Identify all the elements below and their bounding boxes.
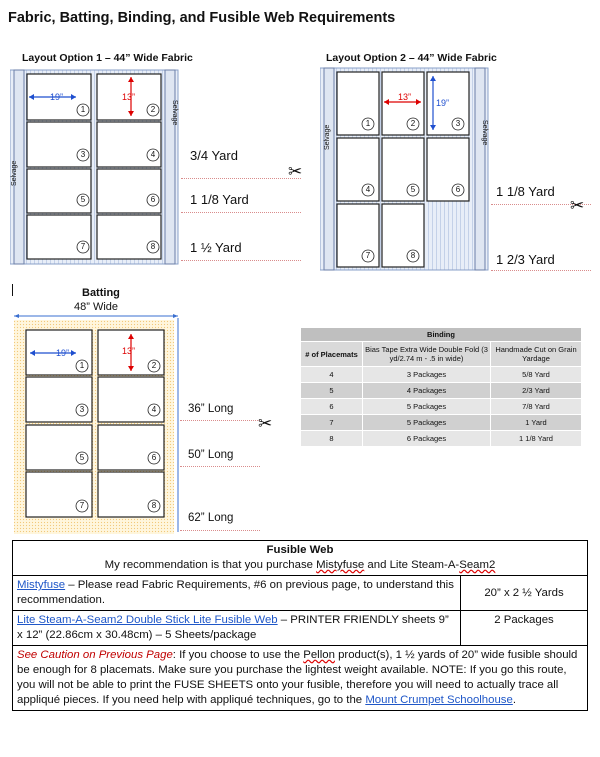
binding-header-bias: Bias Tape Extra Wide Double Fold (3 yd/2.74 m - .5 in wide) <box>363 342 491 367</box>
layout1-width-dim: 19” <box>50 92 64 102</box>
fusible-web-section <box>12 540 588 711</box>
layout1-placemat-number-4: 4 <box>150 150 156 159</box>
table-row: 4 3 Packages 5/8 Yard <box>301 367 582 383</box>
batting-cut-line-1 <box>180 420 260 421</box>
layout2-selvage-right: Selvage <box>481 120 488 146</box>
batting-width: 48” Wide <box>74 301 119 313</box>
binding-table-wrapper <box>300 327 582 447</box>
page-title: Fabric, Batting, Binding, and Fusible Web Requirements <box>8 10 396 26</box>
layout2-placemat-number-5: 5 <box>410 185 416 194</box>
layout1-placemat-number-8: 8 <box>150 242 156 251</box>
table-row: 5 4 Packages 2/3 Yard <box>301 383 582 399</box>
fusible-web-title: Fusible Web <box>266 544 334 556</box>
scissors-icon: ✂ <box>288 162 303 181</box>
batting-cut-line-3 <box>180 530 260 531</box>
layout1-selvage-right: Selvage <box>171 100 178 126</box>
layout1-yard-3: 1 ½ Yard <box>190 240 242 255</box>
scissors-icon: ✂ <box>570 196 585 215</box>
layout1-height-dim: 13” <box>122 92 136 102</box>
batting-length-1: 36” Long <box>188 403 234 415</box>
layout2-title: Layout Option 2 – 44” Wide Fabric <box>326 52 497 64</box>
table-row: 6 5 Packages 7/8 Yard <box>301 399 582 415</box>
layout1-title: Layout Option 1 – 44” Wide Fabric <box>22 52 193 64</box>
layout2-selvage-left: Selvage <box>324 124 331 150</box>
layout2-placemat-number-3: 3 <box>455 119 461 128</box>
layout2-placemat-number-7: 7 <box>365 251 371 260</box>
batting-width-dim: 19” <box>56 348 70 358</box>
batting-placemat-number-5: 5 <box>79 453 85 462</box>
batting-placemat-number-2: 2 <box>151 361 157 370</box>
layout1-placemat-number-5: 5 <box>80 195 86 204</box>
batting-length-2: 50” Long <box>188 449 234 461</box>
batting-placemat-number-7: 7 <box>79 501 85 510</box>
text-cursor <box>12 284 13 296</box>
layout2-height-dim: 19” <box>436 98 450 108</box>
fusible-web-subtitle: My recommendation is that you purchase Mistyfuse and Lite Steam-A-Seam2 <box>104 559 496 571</box>
batting-placemat-number-4: 4 <box>151 405 157 414</box>
layout2-placemat-number-1: 1 <box>365 119 371 128</box>
layout1-cut-line-3 <box>181 260 301 261</box>
batting-height-dim: 13” <box>122 346 136 356</box>
table-row: Mistyfuse – Please read Fabric Requirements, #6 on previous page, to understand this recommendation. 20” x 2 ½ Yards <box>13 576 588 611</box>
fusible-web-table <box>12 540 588 711</box>
layout2-width-dim: 13” <box>398 92 412 102</box>
caution-note: See Caution on Previous Page: If you choose to use the Pellon product(s), 1 ½ yards of 20” wide fusible should be enough for 8 placemats. Make sure you purchase the lightest weight available. NOTE: If you go this route, you will not be able to print the FUSE SHEETS onto your fusible, therefore you will need to actually trace all appliqué pieces. If you need help with appliqué techniques, go to the Mount Crumpet Schoolhouse. <box>13 646 588 711</box>
layout1-diagram <box>10 66 180 266</box>
scissors-icon: ✂ <box>258 414 273 433</box>
layout2-yard-1: 1 1/8 Yard <box>496 184 555 199</box>
layout2-placemat-number-2: 2 <box>410 119 416 128</box>
binding-title: Binding <box>301 328 582 342</box>
binding-header-handmade: Handmade Cut on Grain Yardage <box>491 342 582 367</box>
batting-cut-line-2 <box>180 466 260 467</box>
layout1-placemat-number-2: 2 <box>150 105 156 114</box>
layout1-cut-line-2 <box>181 212 301 213</box>
table-row: Lite Steam-A-Seam2 Double Stick Lite Fusible Web – PRINTER FRIENDLY sheets 9” x 12” (22.86cm x 30.48cm) – 5 Sheets/package 2 Packages <box>13 611 588 646</box>
binding-table <box>300 327 582 447</box>
table-row: 7 5 Packages 1 Yard <box>301 415 582 431</box>
batting-length-3: 62” Long <box>188 512 234 524</box>
table-row <box>13 646 588 711</box>
layout1-yard-2: 1 1/8 Yard <box>190 192 249 207</box>
steam-a-seam-link[interactable]: Lite Steam-A-Seam2 Double Stick Lite Fusible Web <box>17 614 278 626</box>
mount-crumpet-link[interactable]: Mount Crumpet Schoolhouse <box>365 694 513 706</box>
layout1-yard-1: 3/4 Yard <box>190 148 238 163</box>
batting-placemat-number-3: 3 <box>79 405 85 414</box>
layout2-placemat-number-4: 4 <box>365 185 371 194</box>
steam-a-seam-amount: 2 Packages <box>461 611 588 646</box>
layout2-yard-2: 1 2/3 Yard <box>496 252 555 267</box>
layout1-placemat-number-1: 1 <box>80 105 86 114</box>
batting-placemat-number-8: 8 <box>151 501 157 510</box>
mistyfuse-link[interactable]: Mistyfuse <box>17 579 66 591</box>
layout2-placemat-number-8: 8 <box>410 251 416 260</box>
layout1-placemat-number-6: 6 <box>150 195 156 204</box>
layout1-placemat-number-3: 3 <box>80 150 86 159</box>
batting-title: Batting <box>82 287 120 299</box>
layout1-selvage-left: Selvage <box>11 160 18 186</box>
batting-placemat-number-6: 6 <box>151 453 157 462</box>
layout2-placemat-number-6: 6 <box>455 185 461 194</box>
layout1-placemat-number-7: 7 <box>80 242 86 251</box>
binding-header-placemats: # of Placemats <box>301 342 363 367</box>
table-row: 8 6 Packages 1 1/8 Yard <box>301 431 582 447</box>
batting-placemat-number-1: 1 <box>79 361 85 370</box>
mistyfuse-amount: 20” x 2 ½ Yards <box>461 576 588 611</box>
layout1-cut-line-1 <box>181 178 301 179</box>
layout2-cut-line-2 <box>491 270 591 271</box>
